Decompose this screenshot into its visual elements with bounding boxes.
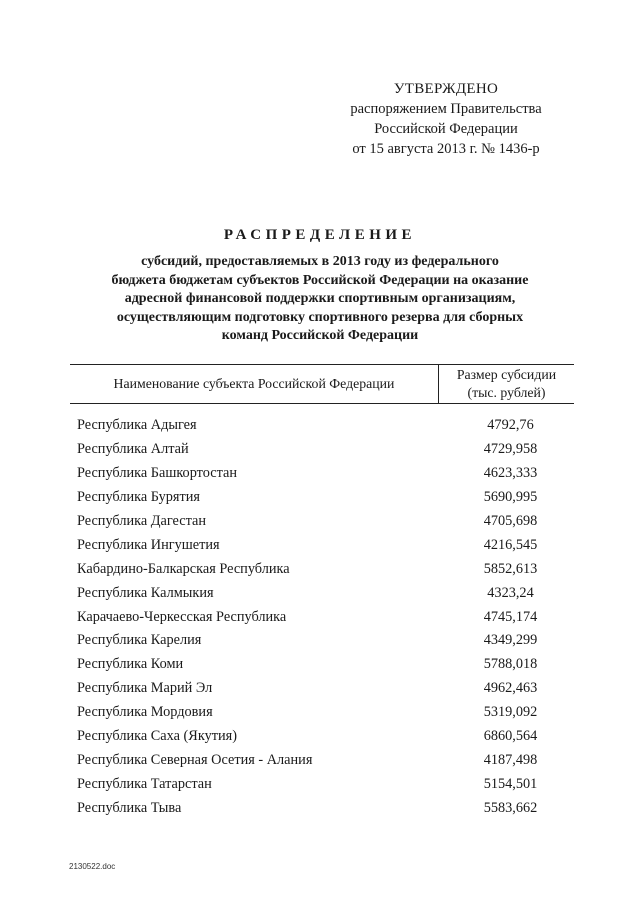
table-row [70,629,574,653]
subsidy-value: 5583,662 [483,799,538,816]
region-name: Республика Ингушетия [77,536,220,553]
table-row [70,701,574,725]
subsidy-value: 4216,545 [483,536,538,553]
table-row [70,581,574,605]
table-row [70,725,574,749]
header-subsidy [438,365,574,403]
header-subsidy-line1: Размер субсидии [456,367,557,382]
table-row [70,772,574,796]
subtitle-line: адресной финансовой поддержки спортивным организациям, [124,291,516,306]
table-row [70,748,574,772]
region-name: Республика Бурятия [77,489,200,506]
approval-line: Российской Федерации [374,121,518,137]
subtitle-line: команд Российской Федерации [221,328,419,343]
table-row [70,533,574,557]
document-subtitle [80,253,560,346]
region-name: Республика Карелия [77,632,202,649]
table-row [70,653,574,677]
subsidy-value: 4623,333 [483,465,538,482]
table-body [70,414,574,820]
table-row [70,677,574,701]
table-header-rule [70,403,574,404]
approval-date: от 15 августа 2013 г. № 1436-р [352,141,540,157]
approval-block [330,79,562,159]
region-name: Карачаево-Черкесская Республика [77,608,287,625]
region-name: Республика Саха (Якутия) [77,728,237,745]
subsidy-value: 6860,564 [483,728,538,745]
region-name: Республика Алтай [77,441,189,458]
document-title: РАСПРЕДЕЛЕНИЕ [223,227,417,243]
subsidy-value: 5788,018 [483,656,538,673]
region-name: Республика Коми [77,656,184,673]
subsidy-value: 4729,958 [483,441,538,458]
table-row [70,486,574,510]
region-name: Республика Мордовия [77,704,213,721]
region-name: Республика Тыва [77,799,182,816]
table-header [70,365,574,403]
region-name: Республика Марий Эл [77,680,213,697]
file-name: 2130522.doc [69,862,116,871]
subsidy-value: 5690,995 [483,489,538,506]
subsidy-value: 4705,698 [483,513,538,529]
subsidy-value: 5852,613 [483,560,538,577]
subsidy-value: 4745,174 [483,608,538,625]
subtitle-line: осуществляющим подготовку спортивного резерва для сборных [116,309,524,325]
table-row [70,796,574,820]
table-row [70,414,574,438]
header-name: Наименование субъекта Российской Федерации [113,376,395,391]
subtitle-line: субсидий, предоставляемых в 2013 году из федерального [141,254,499,269]
region-name: Республика Дагестан [77,513,207,529]
region-name: Республика Башкортостан [77,465,237,482]
approval-stamp: УТВЕРЖДЕНО [393,81,499,97]
subsidy-table [70,364,574,820]
subtitle-line: бюджета бюджетам субъектов Российской Федерации на оказание [111,272,529,288]
table-row [70,510,574,534]
header-subsidy-line2: (тыс. рублей) [467,385,546,400]
subsidy-value: 5154,501 [483,775,538,792]
table-row [70,557,574,581]
subsidy-value: 4962,463 [483,680,538,697]
subsidy-value: 4187,498 [483,751,538,768]
approval-line: распоряжением Правительства [350,101,542,117]
subsidy-value: 4792,76 [487,417,534,434]
table-row [70,438,574,462]
subsidy-value: 4349,299 [483,632,538,649]
subsidy-value: 5319,092 [483,704,538,721]
region-name: Кабардино-Балкарская Республика [77,560,290,577]
table-row [70,462,574,486]
subsidy-value: 4323,24 [487,584,534,601]
region-name: Республика Калмыкия [77,584,214,601]
table-row [70,605,574,629]
region-name: Республика Татарстан [77,775,212,792]
region-name: Республика Северная Осетия - Алания [77,751,313,768]
region-name: Республика Адыгея [77,417,197,434]
